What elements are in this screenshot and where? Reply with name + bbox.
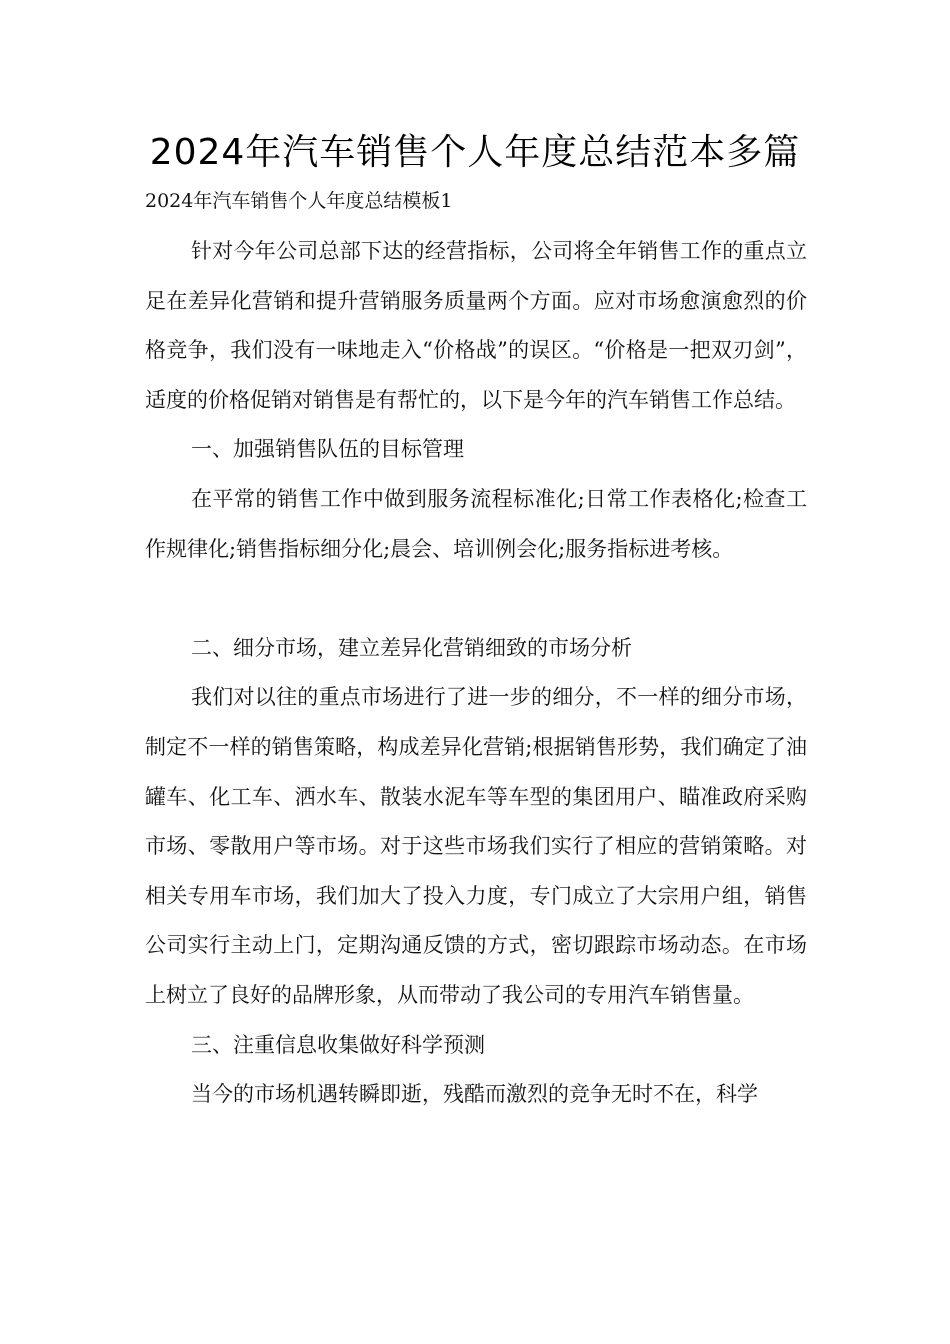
blank-line <box>145 574 807 624</box>
paragraph-market-segmentation: 我们对以往的重点市场进行了进一步的细分，不一样的细分市场，制定不一样的销售策略，构成差异化营销;根据销售形势，我们确定了油罐车、化工车、洒水车、散装水泥车等车型的集团用户、瞄准政府采购市场、零散用户等市场。对于这些市场我们实行了相应的营销策略。对相关专用车市场，我们加大了投入力度，专门成立了大宗用户组，销售公司实行主动上门，定期沟通反馈的方式，密切跟踪市场动态。在市场上树立了良好的品牌形象，从而带动了我公司的专用汽车销售量。 <box>145 685 807 1007</box>
paragraph-information-collection: 当今的市场机遇转瞬即逝，残酷而激烈的竞争无时不在，科学 <box>191 1082 758 1107</box>
section-heading-1: 一、加强销售队伍的目标管理 <box>191 437 464 462</box>
section-heading-2: 二、细分市场，建立差异化营销细致的市场分析 <box>191 635 632 660</box>
document-body <box>145 227 807 1120</box>
section-heading-3: 三、注重信息收集做好科学预测 <box>191 1032 485 1057</box>
paragraph-target-management: 在平常的销售工作中做到服务流程标准化;日常工作表格化;检查工作规律化;销售指标细分化;晨会、培训例会化;服务指标进考核。 <box>145 486 807 561</box>
paragraph-intro: 针对今年公司总部下达的经营指标，公司将全年销售工作的重点立足在差异化营销和提升营销服务质量两个方面。应对市场愈演愈烈的价格竞争，我们没有一味地走入“价格战”的误区。“价格是一把双刃剑”，适度的价格促销对销售是有帮忙的，以下是今年的汽车销售工作总结。 <box>145 239 807 412</box>
document-title: 2024年汽车销售个人年度总结范本多篇 <box>149 132 801 173</box>
document-subtitle: 2024年汽车销售个人年度总结模板1 <box>145 190 453 212</box>
